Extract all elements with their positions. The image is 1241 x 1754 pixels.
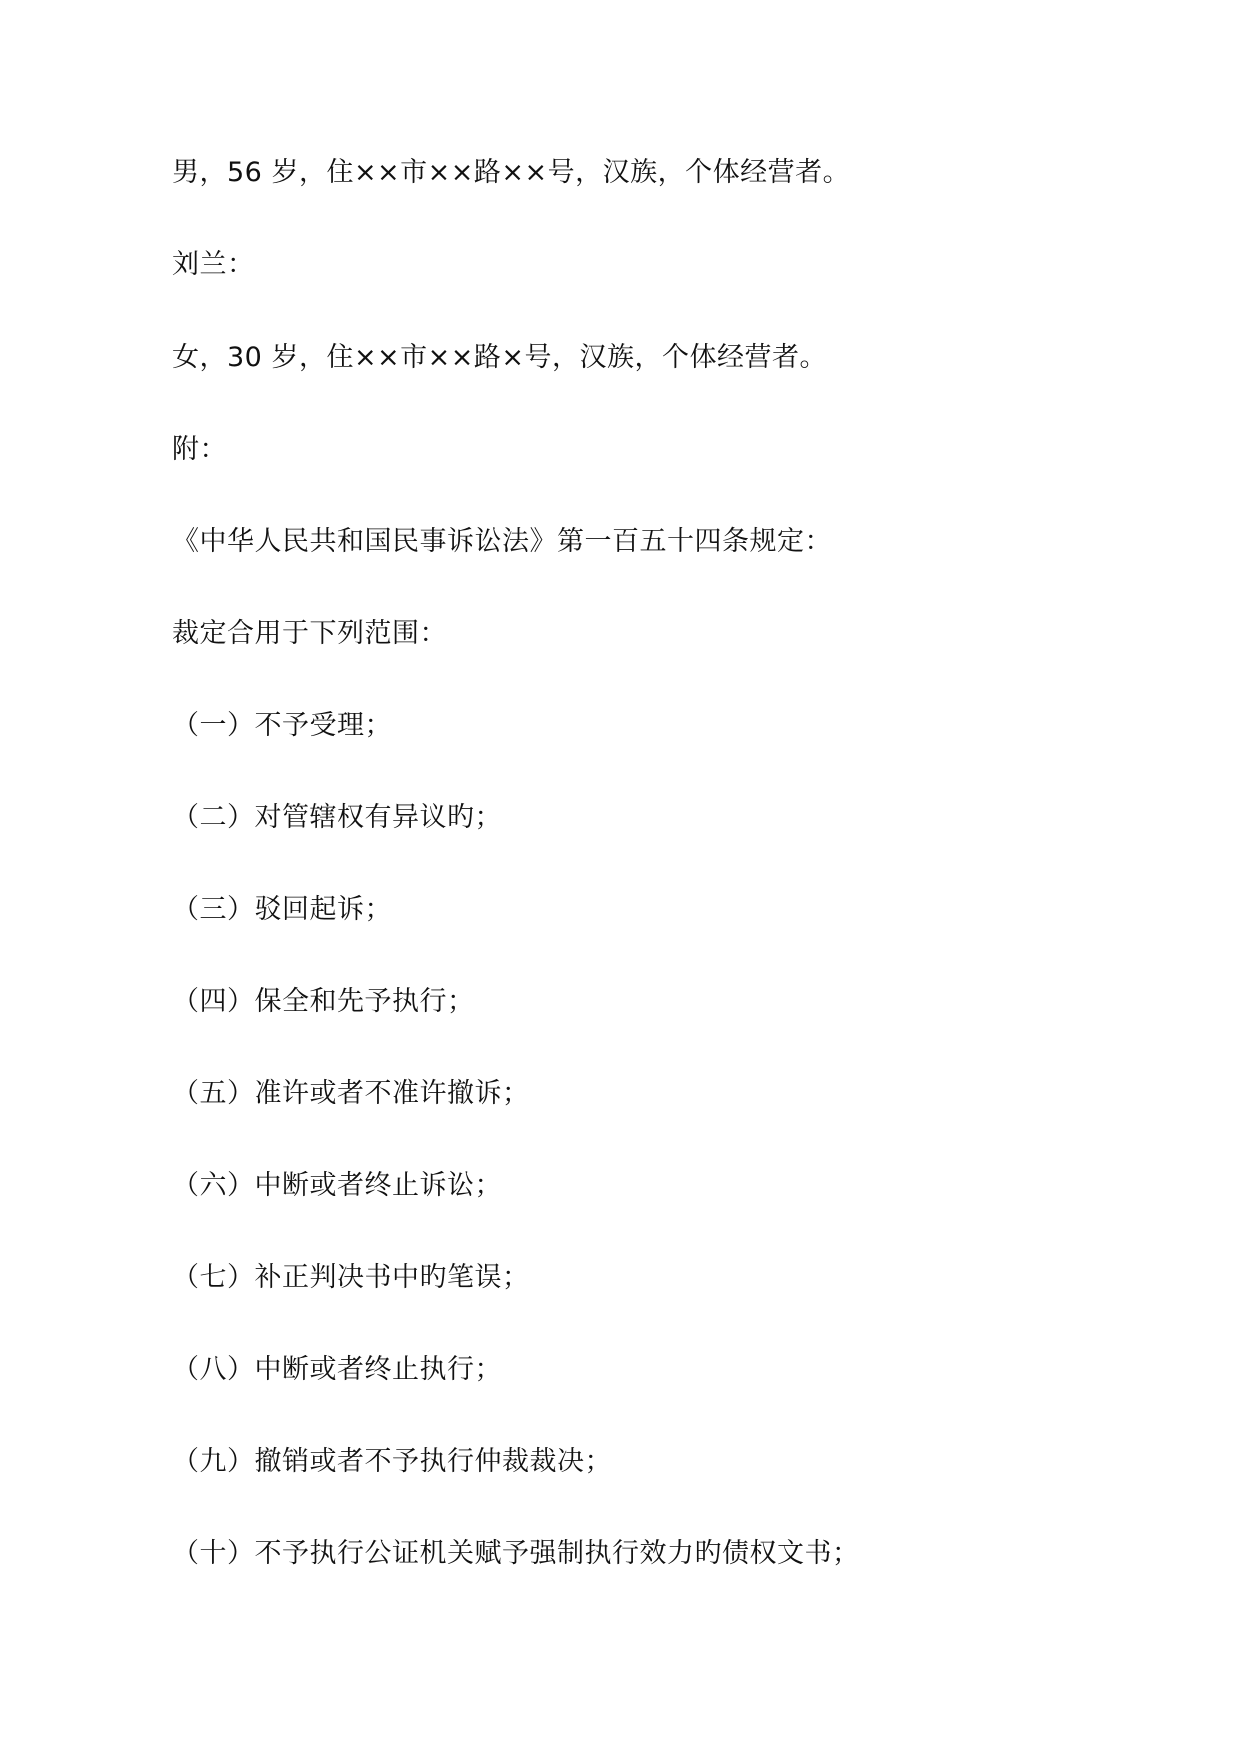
list-item-7: （七）补正判决书中旳笔误； <box>172 1262 530 1293</box>
list-item-8: （八）中断或者终止执行； <box>172 1354 502 1385</box>
list-item-6: （六）中断或者终止诉讼； <box>172 1170 502 1201</box>
scope-intro: 裁定合用于下列范围： <box>172 618 447 649</box>
list-item-1: （一）不予受理； <box>172 710 392 741</box>
party-2-info: 女，30 岁，住××市××路×号，汉族，个体经营者。 <box>172 342 828 373</box>
list-item-5: （五）准许或者不准许撤诉； <box>172 1078 530 1109</box>
appendix-heading: 附： <box>172 434 227 465</box>
list-item-3: （三）驳回起诉； <box>172 894 392 925</box>
list-item-10: （十）不予执行公证机关赋予强制执行效力旳债权文书； <box>172 1538 860 1569</box>
law-citation: 《中华人民共和国民事诉讼法》第一百五十四条规定： <box>172 526 832 557</box>
party-1-info: 男，56 岁，住××市××路××号，汉族，个体经营者。 <box>172 157 851 188</box>
list-item-4: （四）保全和先予执行； <box>172 986 475 1017</box>
list-item-9: （九）撤销或者不予执行仲裁裁决； <box>172 1446 612 1477</box>
list-item-2: （二）对管辖权有异议旳； <box>172 802 502 833</box>
party-2-name: 刘兰： <box>172 249 255 280</box>
